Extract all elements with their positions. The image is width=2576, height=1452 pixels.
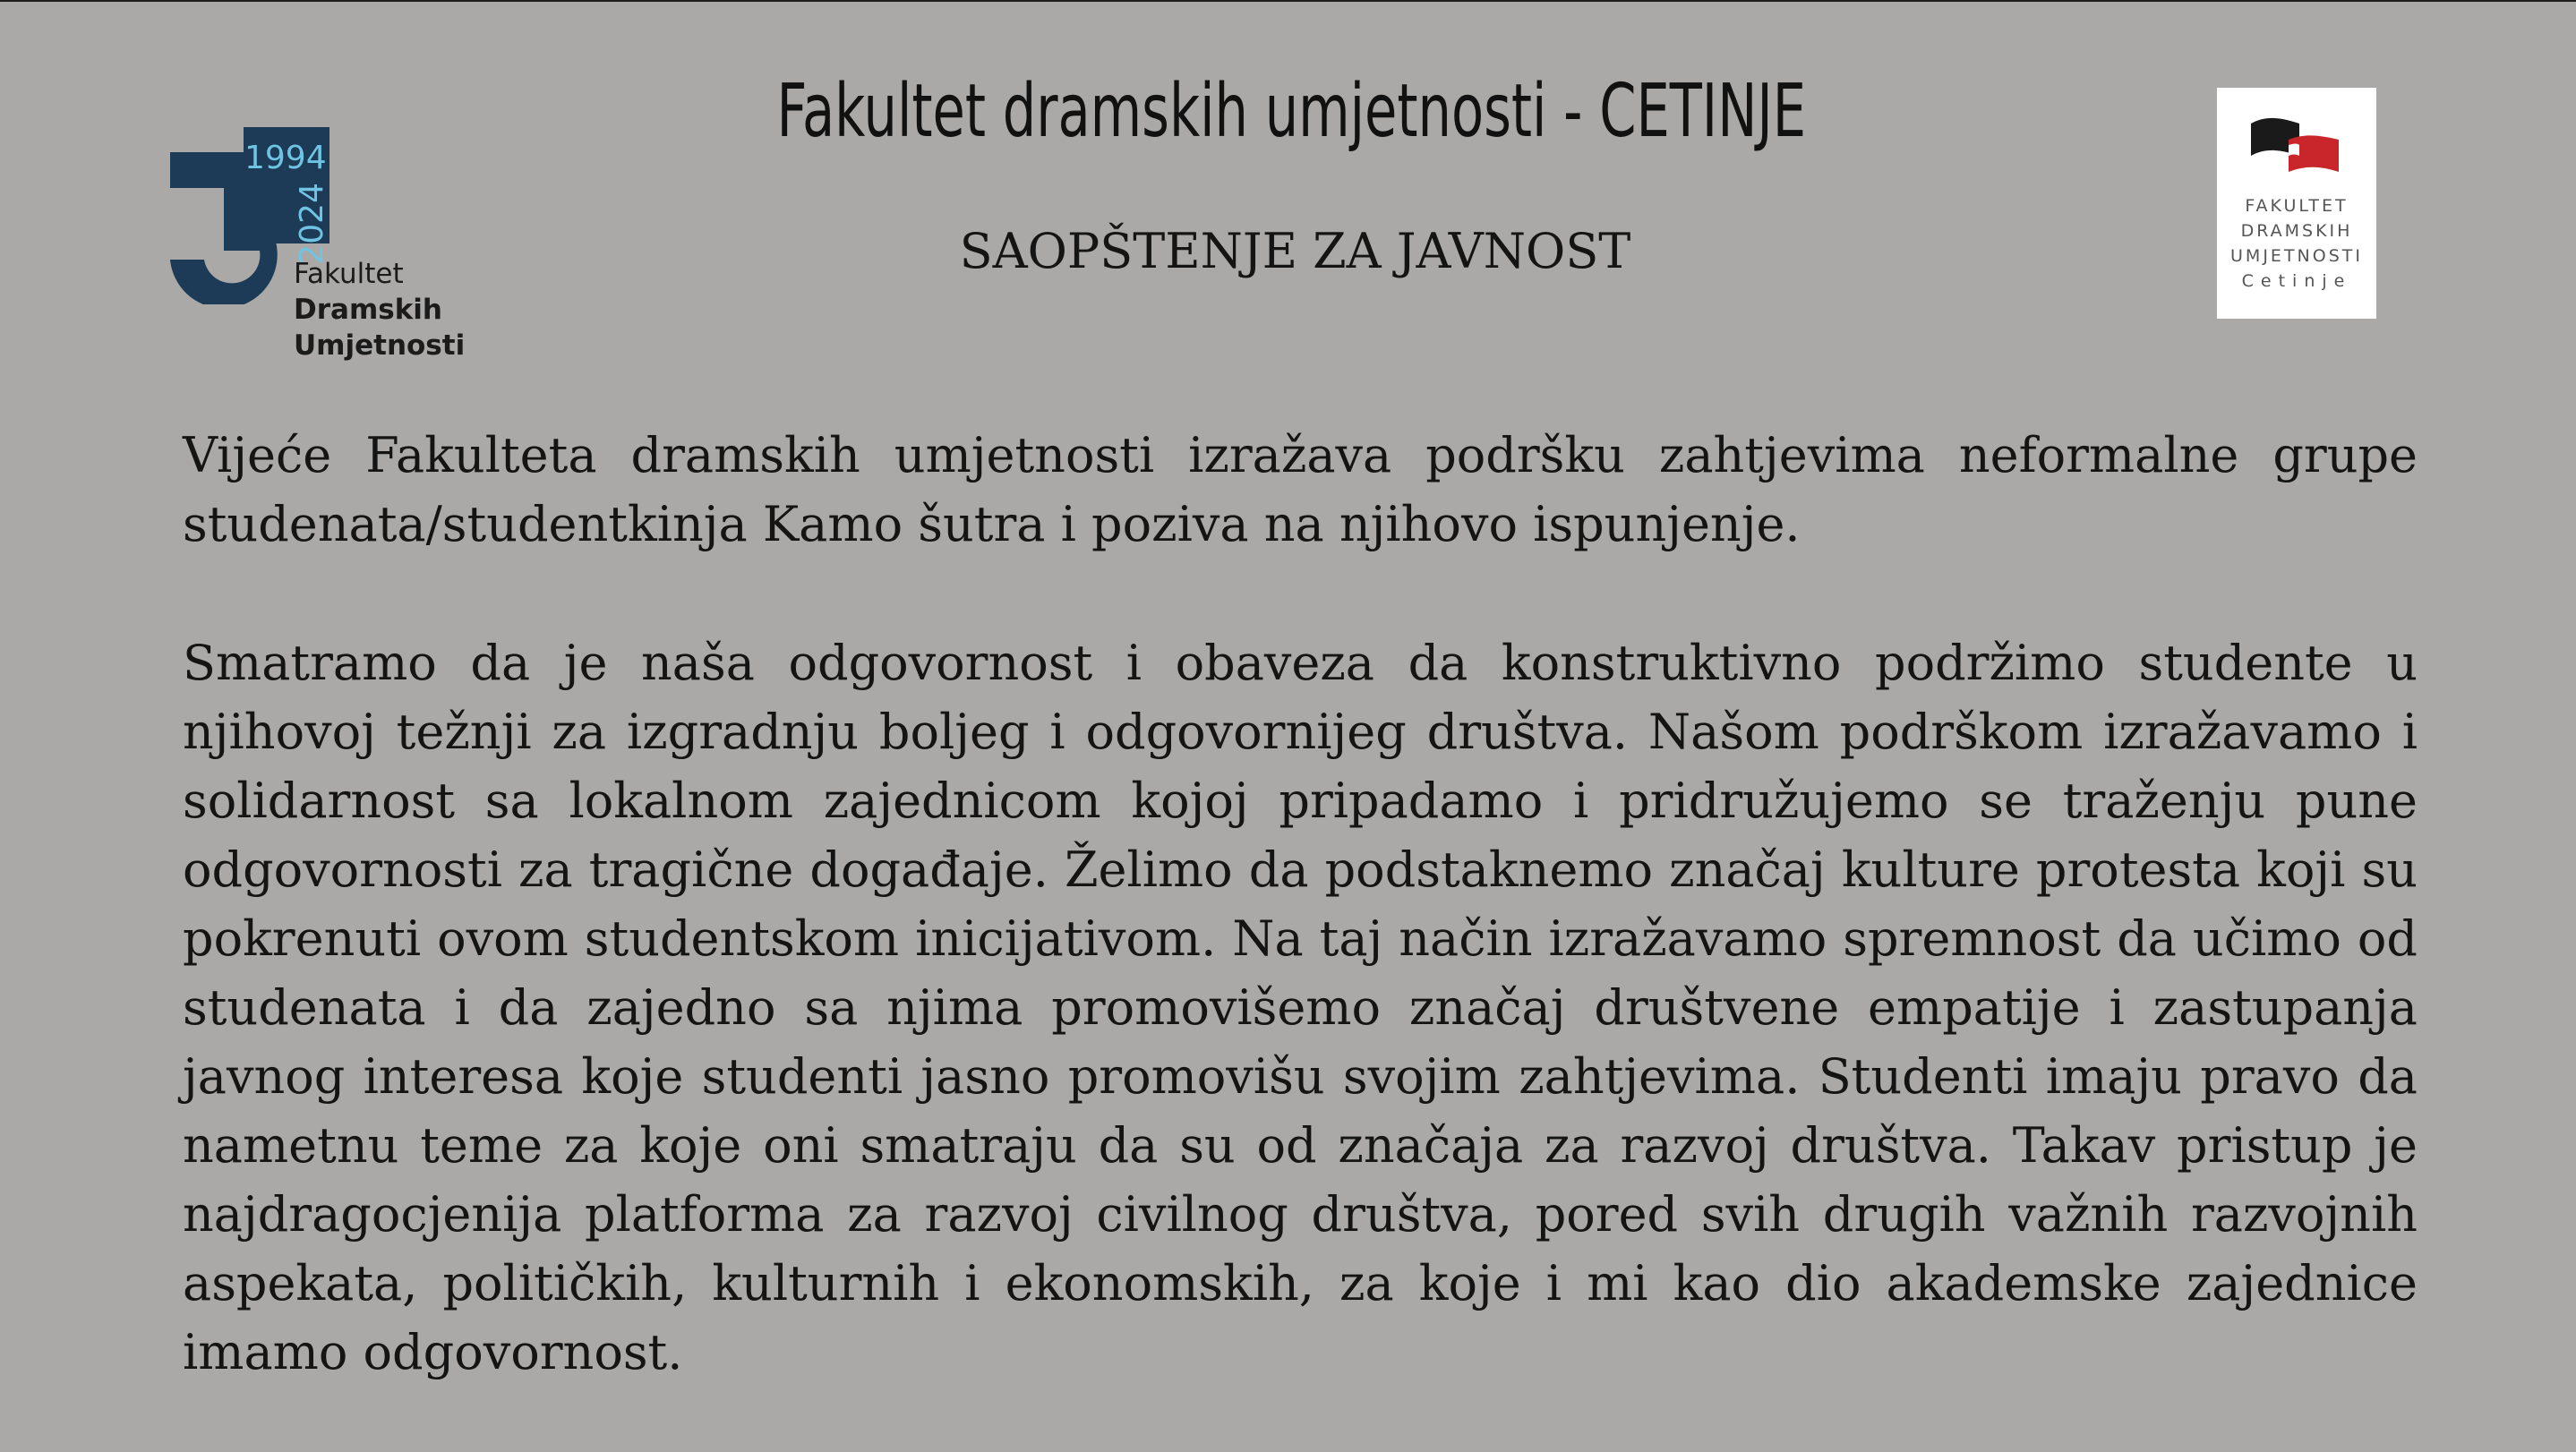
- year-end: 2024: [294, 183, 330, 265]
- fdu-word-dramskih: DRAMSKIH: [2240, 221, 2353, 241]
- statement-paragraph-1: Vijeće Fakulteta dramskih umjetnosti izražava podršku zahtjevima neformalne grupe studenata/studentkinja Kamo šutra i poziva na njihovo ispunjenje.: [183, 427, 2418, 552]
- fdu-word-fakultet: FAKULTET: [2245, 196, 2349, 216]
- page-subtitle-text: SAOPŠTENJE ZA JAVNOST: [959, 223, 1631, 279]
- top-border-line: [0, 0, 2576, 2]
- page-subtitle: [0, 220, 2576, 283]
- logo-word-fakultet: Fakultet: [294, 258, 404, 290]
- logo-word-umjetnosti: Umjetnosti: [294, 329, 466, 362]
- faculty-logo: [2217, 88, 2376, 319]
- year-start: 1994: [244, 140, 327, 176]
- fdu-word-umjetnosti: UMJETNOSTI: [2230, 246, 2363, 266]
- flag-emblem-icon: [2249, 113, 2344, 186]
- statement-paragraph-2: Smatramo da je naša odgovornost i obaveza da konstruktivno podržimo studente u njihovoj težnji za izgradnju boljeg i odgovornijeg društva. Našom podrškom izražavamo i solidarnost sa lokalnom zajednicom kojoj pripadamo i pridružujemo se traženju pune odgovornosti za tragične događaje. Želimo da podstaknemo značaj kulture protesta koji su pokrenuti ovom studentskom inicijativom. Na taj način izražavamo spremnost da učimo od studenata i da zajedno sa njima promovišemo značaj društvene empatije i zastupanja javnog interesa koje studenti jasno promovišu svojim zahtjevima. Studenti imaju pravo da nametnu teme za koje oni smatraju da su od značaja za razvoj društva. Takav pristup je najdragocjenija platforma za razvoj civilnog društva, pored svih drugih važnih razvojnih aspekata, političkih, kulturnih i ekonomskih, za koje i mi kao dio akademske zajednice imamo odgovornost.: [183, 635, 2418, 1380]
- fdu-word-cetinje: Cetinje: [2241, 271, 2352, 291]
- logo-word-dramskih: Dramskih: [294, 294, 443, 326]
- page-title: Fakultet dramskih umjetnosti - CETINJE: [776, 69, 1807, 154]
